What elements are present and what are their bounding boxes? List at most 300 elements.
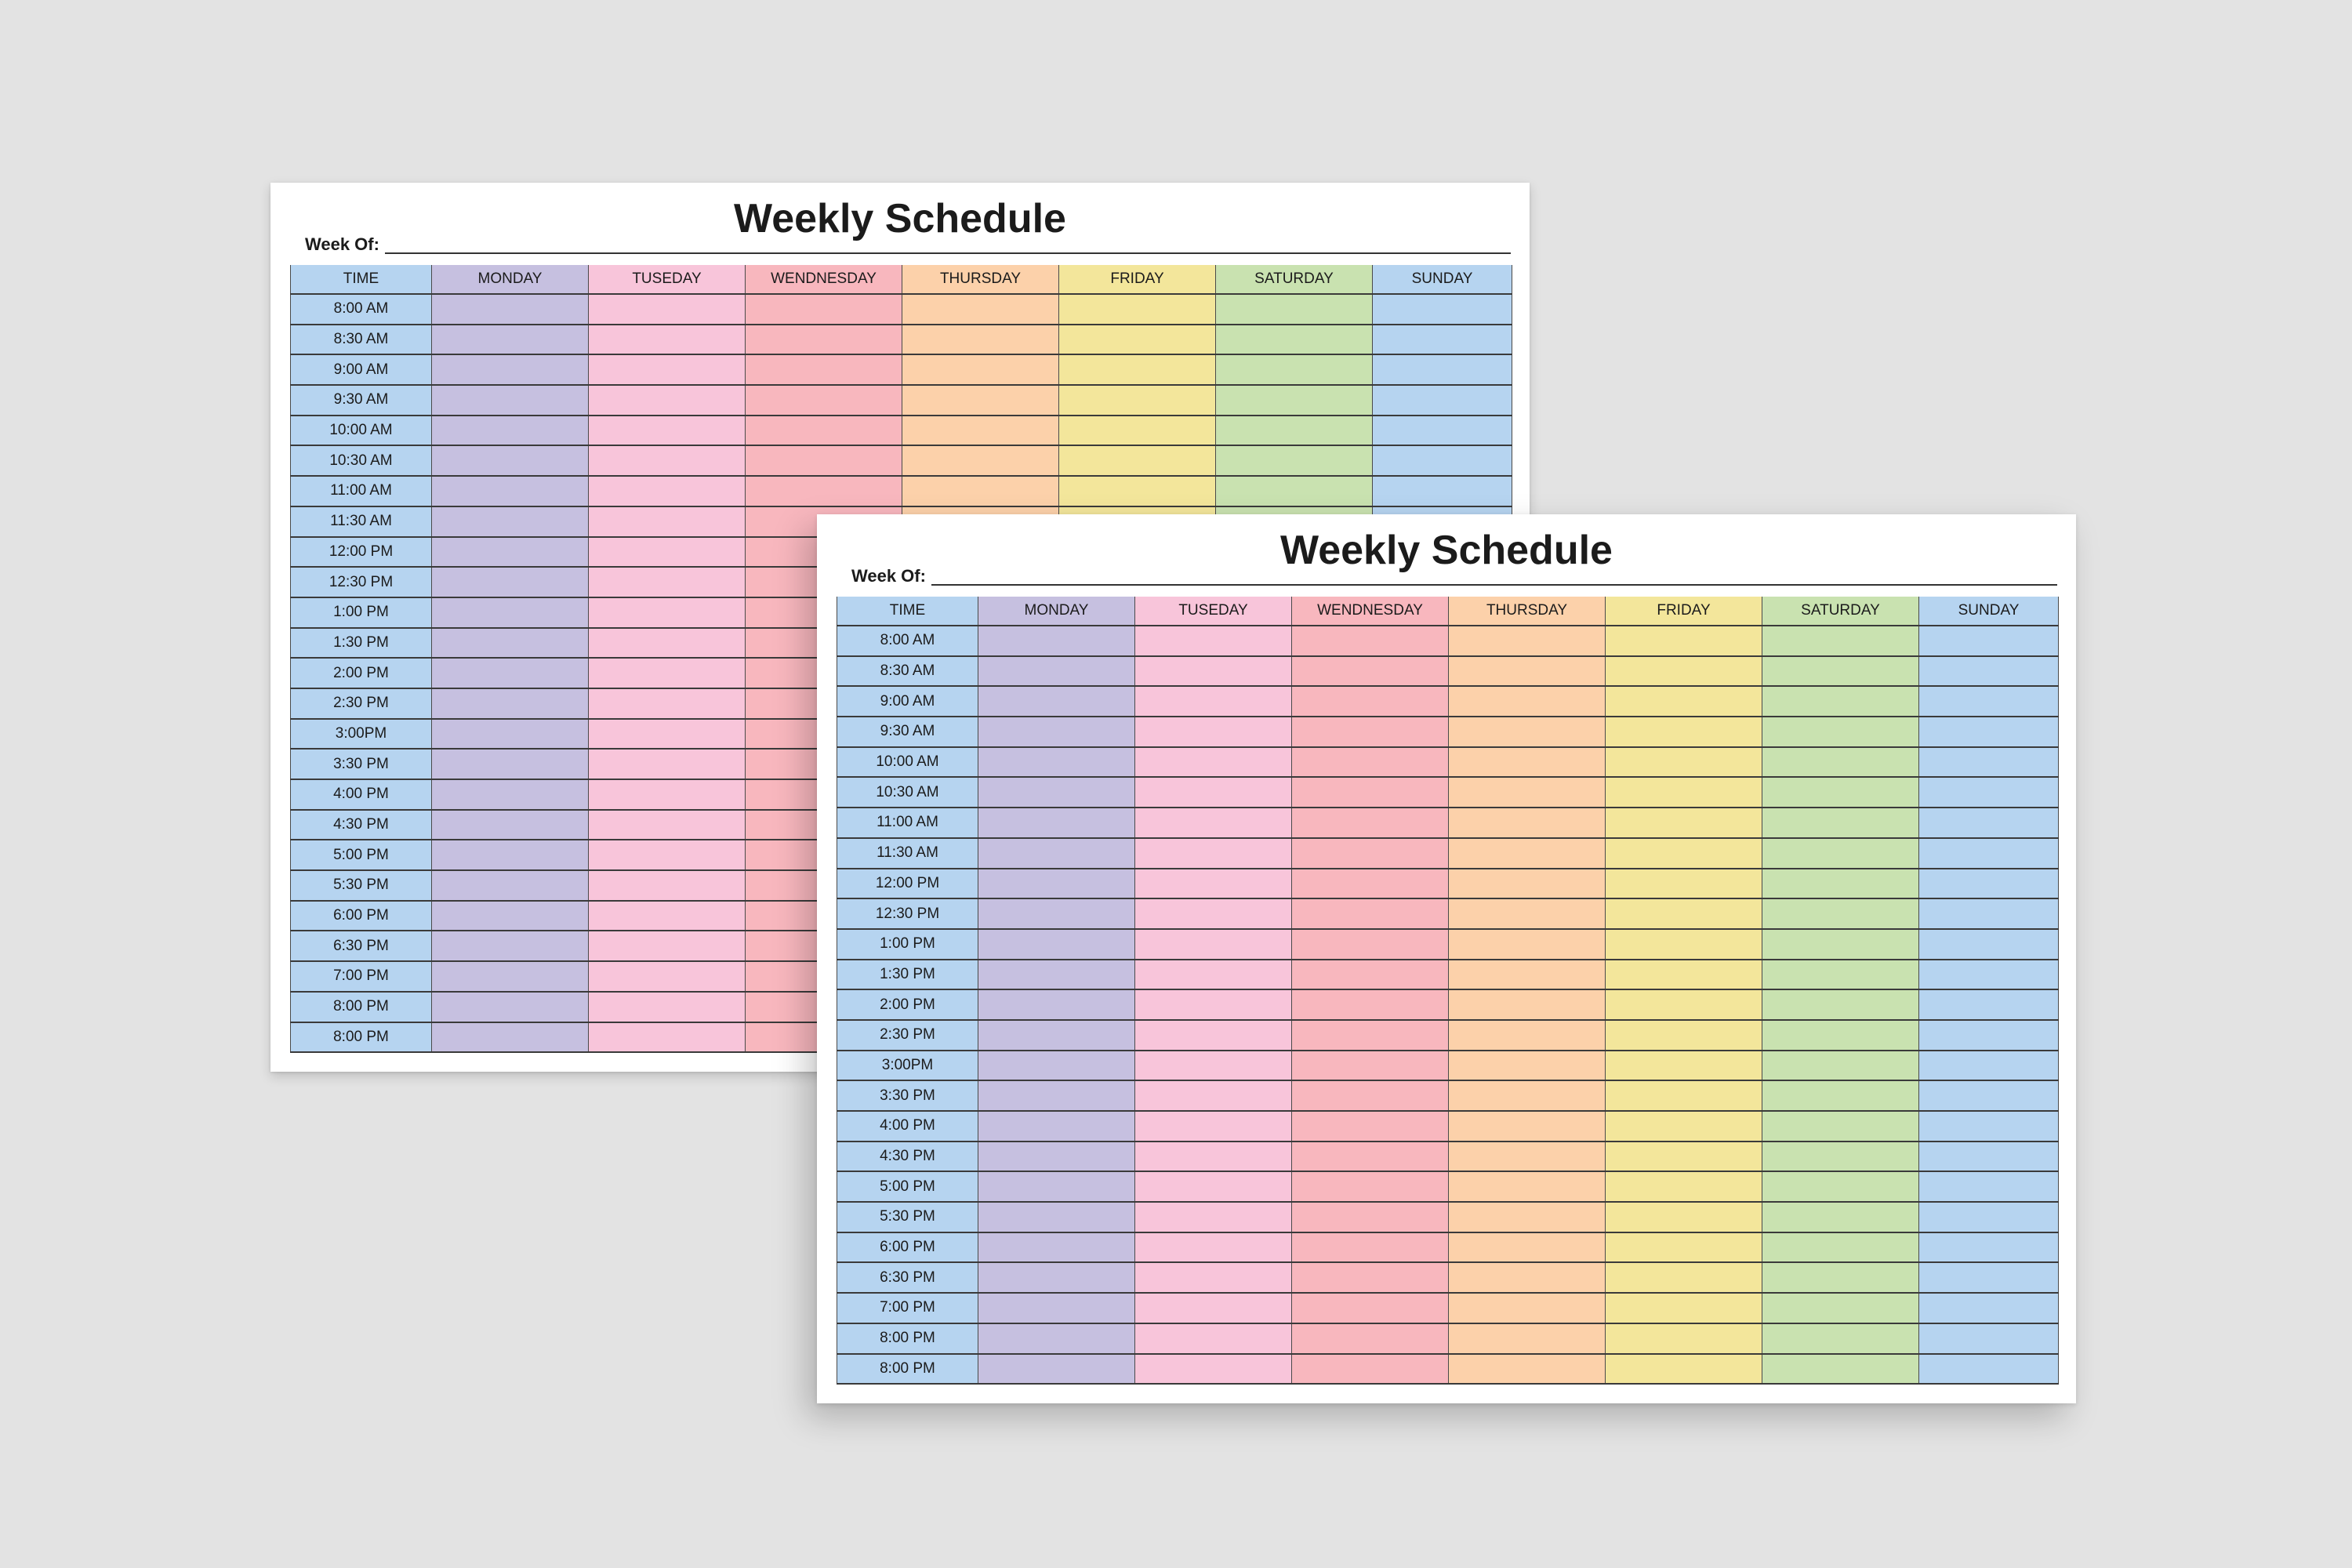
schedule-cell-thu[interactable] — [902, 325, 1059, 355]
schedule-cell-sat[interactable] — [1216, 476, 1373, 506]
schedule-cell-sun[interactable] — [1919, 656, 2059, 687]
schedule-cell-mon[interactable] — [978, 1354, 1135, 1385]
schedule-cell-wed[interactable] — [1292, 1354, 1449, 1385]
schedule-cell-thu[interactable] — [1449, 1202, 1606, 1232]
schedule-cell-sat[interactable] — [1762, 1354, 1919, 1385]
schedule-cell-mon[interactable] — [978, 1202, 1135, 1232]
schedule-cell-sun[interactable] — [1919, 1080, 2059, 1111]
table-row — [837, 1142, 2059, 1172]
schedule-cell-mon[interactable] — [978, 808, 1135, 838]
time-slot-label: 3:00PM — [837, 1051, 978, 1081]
schedule-cell-tue[interactable] — [589, 506, 746, 537]
time-slot-label: 12:00 PM — [837, 869, 978, 899]
schedule-cell-tue[interactable] — [589, 901, 746, 931]
schedule-cell-mon[interactable] — [432, 537, 589, 568]
schedule-cell-fri[interactable] — [1059, 294, 1216, 325]
schedule-cell-sun[interactable] — [1919, 747, 2059, 778]
schedule-cell-wed[interactable] — [1292, 838, 1449, 869]
schedule-cell-sat[interactable] — [1762, 1142, 1919, 1172]
week-of-line[interactable] — [931, 584, 2057, 586]
time-slot-label: 10:30 AM — [837, 777, 978, 808]
column-header-tue: TUSEDAY — [1135, 597, 1292, 626]
schedule-cell-tue[interactable] — [589, 992, 746, 1022]
schedule-cell-mon[interactable] — [432, 476, 589, 506]
schedule-cell-sat[interactable] — [1216, 385, 1373, 416]
schedule-cell-tue[interactable] — [1135, 1232, 1292, 1263]
schedule-cell-wed[interactable] — [1292, 1171, 1449, 1202]
schedule-cell-sun[interactable] — [1919, 1262, 2059, 1293]
schedule-cell-mon[interactable] — [432, 719, 589, 750]
time-slot-label: 9:00 AM — [291, 354, 432, 385]
schedule-cell-tue[interactable] — [1135, 1020, 1292, 1051]
schedule-cell-tue[interactable] — [589, 294, 746, 325]
time-slot-label: 11:00 AM — [291, 476, 432, 506]
schedule-cell-mon[interactable] — [432, 506, 589, 537]
schedule-cell-tue[interactable] — [589, 416, 746, 446]
time-slot-label: 2:30 PM — [837, 1020, 978, 1051]
schedule-cell-wed[interactable] — [746, 385, 902, 416]
schedule-cell-thu[interactable] — [1449, 1262, 1606, 1293]
schedule-cell-thu[interactable] — [1449, 1020, 1606, 1051]
schedule-cell-sat[interactable] — [1762, 777, 1919, 808]
schedule-cell-sat[interactable] — [1216, 294, 1373, 325]
schedule-cell-tue[interactable] — [1135, 960, 1292, 990]
schedule-cell-fri[interactable] — [1606, 656, 1762, 687]
schedule-cell-fri[interactable] — [1059, 325, 1216, 355]
schedule-cell-fri[interactable] — [1606, 1354, 1762, 1385]
schedule-cell-tue[interactable] — [1135, 1354, 1292, 1385]
time-slot-label: 4:00 PM — [837, 1111, 978, 1142]
schedule-cell-fri[interactable] — [1606, 1080, 1762, 1111]
schedule-cell-thu[interactable] — [1449, 1232, 1606, 1263]
schedule-cell-sun[interactable] — [1373, 354, 1512, 385]
schedule-cell-sun[interactable] — [1919, 1171, 2059, 1202]
time-slot-label: 8:00 PM — [837, 1323, 978, 1354]
schedule-cell-tue[interactable] — [1135, 808, 1292, 838]
schedule-cell-mon[interactable] — [978, 1142, 1135, 1172]
schedule-cell-fri[interactable] — [1606, 1051, 1762, 1081]
schedule-cell-thu[interactable] — [1449, 1111, 1606, 1142]
table-row — [291, 294, 1512, 325]
schedule-cell-sun[interactable] — [1919, 1111, 2059, 1142]
schedule-cell-fri[interactable] — [1606, 1202, 1762, 1232]
schedule-cell-thu[interactable] — [1449, 717, 1606, 747]
schedule-cell-fri[interactable] — [1606, 989, 1762, 1020]
schedule-cell-sat[interactable] — [1762, 1171, 1919, 1202]
schedule-cell-sun[interactable] — [1919, 1142, 2059, 1172]
schedule-cell-mon[interactable] — [978, 898, 1135, 929]
schedule-cell-sun[interactable] — [1919, 1323, 2059, 1354]
schedule-cell-thu[interactable] — [902, 294, 1059, 325]
schedule-cell-mon[interactable] — [978, 626, 1135, 656]
time-slot-label: 5:00 PM — [291, 840, 432, 870]
schedule-cell-fri[interactable] — [1059, 354, 1216, 385]
schedule-cell-tue[interactable] — [1135, 1111, 1292, 1142]
schedule-cell-sun[interactable] — [1373, 445, 1512, 476]
schedule-cell-sun[interactable] — [1373, 416, 1512, 446]
schedule-cell-mon[interactable] — [432, 779, 589, 810]
schedule-table — [837, 597, 2059, 1385]
schedule-cell-fri[interactable] — [1606, 1262, 1762, 1293]
schedule-cell-wed[interactable] — [746, 445, 902, 476]
schedule-cell-tue[interactable] — [1135, 686, 1292, 717]
schedule-cell-mon[interactable] — [978, 777, 1135, 808]
schedule-cell-mon[interactable] — [978, 989, 1135, 1020]
schedule-cell-thu[interactable] — [1449, 808, 1606, 838]
schedule-cell-wed[interactable] — [746, 476, 902, 506]
schedule-cell-fri[interactable] — [1059, 445, 1216, 476]
time-slot-label: 3:00PM — [291, 719, 432, 750]
schedule-cell-thu[interactable] — [1449, 898, 1606, 929]
schedule-cell-wed[interactable] — [1292, 1142, 1449, 1172]
schedule-cell-sat[interactable] — [1762, 960, 1919, 990]
schedule-cell-mon[interactable] — [432, 992, 589, 1022]
schedule-cell-tue[interactable] — [589, 385, 746, 416]
schedule-cell-thu[interactable] — [902, 416, 1059, 446]
schedule-cell-sun[interactable] — [1919, 989, 2059, 1020]
column-header-thu: THURSDAY — [1449, 597, 1606, 626]
schedule-cell-mon[interactable] — [978, 1232, 1135, 1263]
schedule-cell-sun[interactable] — [1919, 960, 2059, 990]
schedule-cell-fri[interactable] — [1606, 1171, 1762, 1202]
schedule-cell-mon[interactable] — [978, 1111, 1135, 1142]
schedule-cell-sat[interactable] — [1762, 747, 1919, 778]
schedule-cell-wed[interactable] — [1292, 929, 1449, 960]
schedule-cell-sat[interactable] — [1762, 1293, 1919, 1323]
schedule-cell-wed[interactable] — [1292, 656, 1449, 687]
schedule-cell-sun[interactable] — [1919, 869, 2059, 899]
schedule-cell-wed[interactable] — [1292, 1020, 1449, 1051]
schedule-cell-tue[interactable] — [589, 628, 746, 659]
schedule-cell-sun[interactable] — [1373, 325, 1512, 355]
schedule-cell-wed[interactable] — [1292, 717, 1449, 747]
time-slot-label: 4:30 PM — [837, 1142, 978, 1172]
schedule-cell-thu[interactable] — [1449, 1080, 1606, 1111]
schedule-cell-thu[interactable] — [1449, 1142, 1606, 1172]
column-header-sun: SUNDAY — [1919, 597, 2059, 626]
schedule-cell-mon[interactable] — [432, 628, 589, 659]
schedule-cell-tue[interactable] — [1135, 1202, 1292, 1232]
schedule-cell-thu[interactable] — [1449, 747, 1606, 778]
schedule-cell-wed[interactable] — [1292, 686, 1449, 717]
schedule-cell-sat[interactable] — [1762, 626, 1919, 656]
schedule-cell-thu[interactable] — [902, 354, 1059, 385]
schedule-cell-fri[interactable] — [1606, 686, 1762, 717]
schedule-cell-mon[interactable] — [432, 749, 589, 779]
schedule-cell-wed[interactable] — [746, 416, 902, 446]
schedule-cell-fri[interactable] — [1606, 1142, 1762, 1172]
schedule-cell-tue[interactable] — [589, 779, 746, 810]
schedule-cell-sun[interactable] — [1919, 898, 2059, 929]
schedule-cell-sat[interactable] — [1762, 1020, 1919, 1051]
schedule-cell-mon[interactable] — [978, 656, 1135, 687]
table-row — [837, 1202, 2059, 1232]
schedule-cell-sun[interactable] — [1919, 1232, 2059, 1263]
schedule-cell-mon[interactable] — [978, 717, 1135, 747]
table-row — [291, 416, 1512, 446]
schedule-cell-wed[interactable] — [1292, 989, 1449, 1020]
schedule-cell-tue[interactable] — [589, 567, 746, 597]
schedule-cell-mon[interactable] — [432, 658, 589, 688]
schedule-cell-mon[interactable] — [432, 597, 589, 628]
schedule-cell-fri[interactable] — [1606, 960, 1762, 990]
schedule-cell-mon[interactable] — [978, 1020, 1135, 1051]
schedule-cell-fri[interactable] — [1606, 838, 1762, 869]
schedule-cell-sun[interactable] — [1919, 626, 2059, 656]
schedule-cell-wed[interactable] — [1292, 808, 1449, 838]
schedule-cell-mon[interactable] — [432, 810, 589, 840]
schedule-cell-mon[interactable] — [432, 688, 589, 719]
schedule-cell-thu[interactable] — [1449, 869, 1606, 899]
header-row — [837, 597, 2059, 626]
schedule-cell-thu[interactable] — [902, 476, 1059, 506]
schedule-cell-mon[interactable] — [978, 1293, 1135, 1323]
schedule-cell-tue[interactable] — [589, 688, 746, 719]
schedule-cell-mon[interactable] — [978, 960, 1135, 990]
schedule-cell-sun[interactable] — [1373, 294, 1512, 325]
schedule-cell-sat[interactable] — [1762, 686, 1919, 717]
schedule-cell-wed[interactable] — [1292, 1293, 1449, 1323]
schedule-cell-fri[interactable] — [1606, 929, 1762, 960]
schedule-cell-tue[interactable] — [1135, 869, 1292, 899]
schedule-cell-fri[interactable] — [1606, 1232, 1762, 1263]
schedule-cell-tue[interactable] — [1135, 1171, 1292, 1202]
schedule-cell-sat[interactable] — [1216, 416, 1373, 446]
time-slot-label: 6:00 PM — [837, 1232, 978, 1263]
schedule-cell-thu[interactable] — [1449, 1323, 1606, 1354]
schedule-cell-mon[interactable] — [978, 838, 1135, 869]
time-slot-label: 9:30 AM — [291, 385, 432, 416]
schedule-cell-mon[interactable] — [432, 931, 589, 961]
schedule-cell-sat[interactable] — [1762, 1080, 1919, 1111]
header-row — [291, 265, 1512, 294]
schedule-cell-tue[interactable] — [589, 749, 746, 779]
schedule-cell-sat[interactable] — [1762, 1323, 1919, 1354]
schedule-cell-thu[interactable] — [902, 385, 1059, 416]
schedule-cell-sun[interactable] — [1919, 929, 2059, 960]
schedule-cell-sat[interactable] — [1762, 929, 1919, 960]
table-row — [837, 929, 2059, 960]
schedule-cell-fri[interactable] — [1606, 626, 1762, 656]
schedule-cell-fri[interactable] — [1606, 717, 1762, 747]
table-row — [837, 898, 2059, 929]
schedule-cell-wed[interactable] — [1292, 777, 1449, 808]
schedule-cell-sat[interactable] — [1762, 717, 1919, 747]
schedule-cell-wed[interactable] — [1292, 898, 1449, 929]
schedule-cell-wed[interactable] — [1292, 1051, 1449, 1081]
schedule-cell-tue[interactable] — [1135, 989, 1292, 1020]
schedule-cell-thu[interactable] — [1449, 960, 1606, 990]
schedule-cell-tue[interactable] — [1135, 777, 1292, 808]
schedule-cell-thu[interactable] — [1449, 626, 1606, 656]
schedule-cell-sun[interactable] — [1919, 808, 2059, 838]
schedule-cell-sun[interactable] — [1919, 686, 2059, 717]
schedule-cell-mon[interactable] — [432, 294, 589, 325]
schedule-cell-tue[interactable] — [1135, 1051, 1292, 1081]
schedule-cell-fri[interactable] — [1606, 747, 1762, 778]
schedule-cell-sun[interactable] — [1919, 1354, 2059, 1385]
schedule-cell-thu[interactable] — [1449, 838, 1606, 869]
time-slot-label: 5:30 PM — [291, 870, 432, 901]
schedule-cell-fri[interactable] — [1606, 1111, 1762, 1142]
schedule-cell-wed[interactable] — [1292, 1080, 1449, 1111]
schedule-cell-tue[interactable] — [1135, 747, 1292, 778]
column-header-wed: WENDNESDAY — [746, 265, 902, 294]
schedule-cell-mon[interactable] — [432, 961, 589, 992]
schedule-cell-sun[interactable] — [1919, 1202, 2059, 1232]
table-row — [837, 626, 2059, 656]
schedule-cell-tue[interactable] — [1135, 1293, 1292, 1323]
time-slot-label: 8:30 AM — [837, 656, 978, 687]
schedule-cell-tue[interactable] — [589, 870, 746, 901]
schedule-cell-thu[interactable] — [1449, 1354, 1606, 1385]
schedule-cell-tue[interactable] — [1135, 838, 1292, 869]
schedule-cell-wed[interactable] — [1292, 747, 1449, 778]
table-row — [837, 1080, 2059, 1111]
schedule-cell-tue[interactable] — [1135, 1323, 1292, 1354]
schedule-cell-mon[interactable] — [432, 354, 589, 385]
time-slot-label: 1:30 PM — [291, 628, 432, 659]
time-slot-label: 3:30 PM — [837, 1080, 978, 1111]
schedule-cell-sat[interactable] — [1216, 325, 1373, 355]
table-row — [837, 960, 2059, 990]
schedule-cell-mon[interactable] — [432, 901, 589, 931]
schedule-cell-tue[interactable] — [589, 961, 746, 992]
schedule-cell-sat[interactable] — [1762, 989, 1919, 1020]
schedule-cell-sun[interactable] — [1919, 1051, 2059, 1081]
schedule-cell-mon[interactable] — [432, 870, 589, 901]
schedule-cell-tue[interactable] — [589, 810, 746, 840]
schedule-cell-mon[interactable] — [432, 325, 589, 355]
schedule-cell-mon[interactable] — [978, 929, 1135, 960]
schedule-cell-fri[interactable] — [1606, 1293, 1762, 1323]
schedule-cell-thu[interactable] — [1449, 929, 1606, 960]
schedule-cell-mon[interactable] — [978, 747, 1135, 778]
schedule-cell-sat[interactable] — [1762, 869, 1919, 899]
schedule-cell-tue[interactable] — [1135, 626, 1292, 656]
schedule-cell-tue[interactable] — [1135, 1262, 1292, 1293]
schedule-cell-fri[interactable] — [1606, 1020, 1762, 1051]
schedule-cell-mon[interactable] — [432, 567, 589, 597]
schedule-cell-thu[interactable] — [1449, 1293, 1606, 1323]
schedule-cell-sun[interactable] — [1919, 1020, 2059, 1051]
schedule-cell-mon[interactable] — [432, 1022, 589, 1053]
schedule-cell-sun[interactable] — [1919, 777, 2059, 808]
schedule-cell-tue[interactable] — [589, 325, 746, 355]
schedule-cell-wed[interactable] — [746, 294, 902, 325]
schedule-cell-tue[interactable] — [1135, 1142, 1292, 1172]
schedule-cell-tue[interactable] — [589, 476, 746, 506]
schedule-cell-sat[interactable] — [1762, 838, 1919, 869]
schedule-cell-wed[interactable] — [1292, 1111, 1449, 1142]
schedule-cell-sun[interactable] — [1919, 717, 2059, 747]
schedule-cell-wed[interactable] — [1292, 1323, 1449, 1354]
schedule-cell-sat[interactable] — [1762, 1232, 1919, 1263]
schedule-cell-mon[interactable] — [978, 869, 1135, 899]
schedule-cell-fri[interactable] — [1606, 1323, 1762, 1354]
time-slot-label: 2:00 PM — [291, 658, 432, 688]
time-slot-label: 8:00 AM — [837, 626, 978, 656]
schedule-cell-sat[interactable] — [1762, 1111, 1919, 1142]
schedule-cell-thu[interactable] — [1449, 686, 1606, 717]
schedule-cell-fri[interactable] — [1059, 416, 1216, 446]
schedule-cell-tue[interactable] — [1135, 717, 1292, 747]
schedule-cell-sat[interactable] — [1762, 808, 1919, 838]
schedule-cell-fri[interactable] — [1606, 869, 1762, 899]
schedule-cell-thu[interactable] — [1449, 989, 1606, 1020]
schedule-cell-thu[interactable] — [1449, 1171, 1606, 1202]
schedule-cell-mon[interactable] — [978, 1262, 1135, 1293]
schedule-cell-mon[interactable] — [978, 686, 1135, 717]
schedule-cell-wed[interactable] — [746, 325, 902, 355]
schedule-cell-tue[interactable] — [589, 658, 746, 688]
schedule-cell-sat[interactable] — [1216, 445, 1373, 476]
schedule-cell-tue[interactable] — [1135, 929, 1292, 960]
schedule-cell-mon[interactable] — [432, 840, 589, 870]
schedule-cell-tue[interactable] — [1135, 656, 1292, 687]
schedule-cell-wed[interactable] — [1292, 1262, 1449, 1293]
schedule-cell-tue[interactable] — [589, 597, 746, 628]
schedule-cell-fri[interactable] — [1059, 385, 1216, 416]
schedule-cell-fri[interactable] — [1606, 808, 1762, 838]
schedule-cell-mon[interactable] — [978, 1171, 1135, 1202]
schedule-cell-tue[interactable] — [589, 1022, 746, 1053]
schedule-cell-wed[interactable] — [1292, 1202, 1449, 1232]
schedule-cell-sat[interactable] — [1762, 656, 1919, 687]
schedule-cell-mon[interactable] — [978, 1323, 1135, 1354]
column-header-time: TIME — [291, 265, 432, 294]
schedule-cell-mon[interactable] — [978, 1051, 1135, 1081]
schedule-cell-tue[interactable] — [1135, 1080, 1292, 1111]
table-row — [291, 325, 1512, 355]
schedule-cell-sat[interactable] — [1762, 1202, 1919, 1232]
week-of-line[interactable] — [385, 252, 1511, 254]
schedule-cell-sat[interactable] — [1216, 354, 1373, 385]
schedule-cell-thu[interactable] — [1449, 1051, 1606, 1081]
schedule-cell-thu[interactable] — [1449, 777, 1606, 808]
schedule-cell-wed[interactable] — [1292, 626, 1449, 656]
schedule-cell-wed[interactable] — [746, 354, 902, 385]
schedule-cell-fri[interactable] — [1059, 476, 1216, 506]
schedule-cell-mon[interactable] — [978, 1080, 1135, 1111]
schedule-cell-wed[interactable] — [1292, 869, 1449, 899]
schedule-cell-mon[interactable] — [432, 445, 589, 476]
schedule-cell-tue[interactable] — [589, 537, 746, 568]
schedule-cell-sun[interactable] — [1919, 1293, 2059, 1323]
schedule-cell-tue[interactable] — [589, 445, 746, 476]
table-row — [837, 656, 2059, 687]
schedule-cell-sun[interactable] — [1373, 385, 1512, 416]
schedule-cell-tue[interactable] — [589, 719, 746, 750]
schedule-cell-wed[interactable] — [1292, 960, 1449, 990]
schedule-cell-sat[interactable] — [1762, 898, 1919, 929]
schedule-cell-thu[interactable] — [1449, 656, 1606, 687]
schedule-cell-sat[interactable] — [1762, 1051, 1919, 1081]
schedule-cell-thu[interactable] — [902, 445, 1059, 476]
schedule-cell-tue[interactable] — [1135, 898, 1292, 929]
schedule-cell-tue[interactable] — [589, 354, 746, 385]
schedule-cell-wed[interactable] — [1292, 1232, 1449, 1263]
schedule-cell-mon[interactable] — [432, 385, 589, 416]
schedule-cell-fri[interactable] — [1606, 777, 1762, 808]
schedule-cell-sun[interactable] — [1373, 476, 1512, 506]
schedule-cell-sat[interactable] — [1762, 1262, 1919, 1293]
schedule-cell-tue[interactable] — [589, 840, 746, 870]
schedule-cell-sun[interactable] — [1919, 838, 2059, 869]
schedule-cell-fri[interactable] — [1606, 898, 1762, 929]
schedule-cell-mon[interactable] — [432, 416, 589, 446]
schedule-cell-tue[interactable] — [589, 931, 746, 961]
